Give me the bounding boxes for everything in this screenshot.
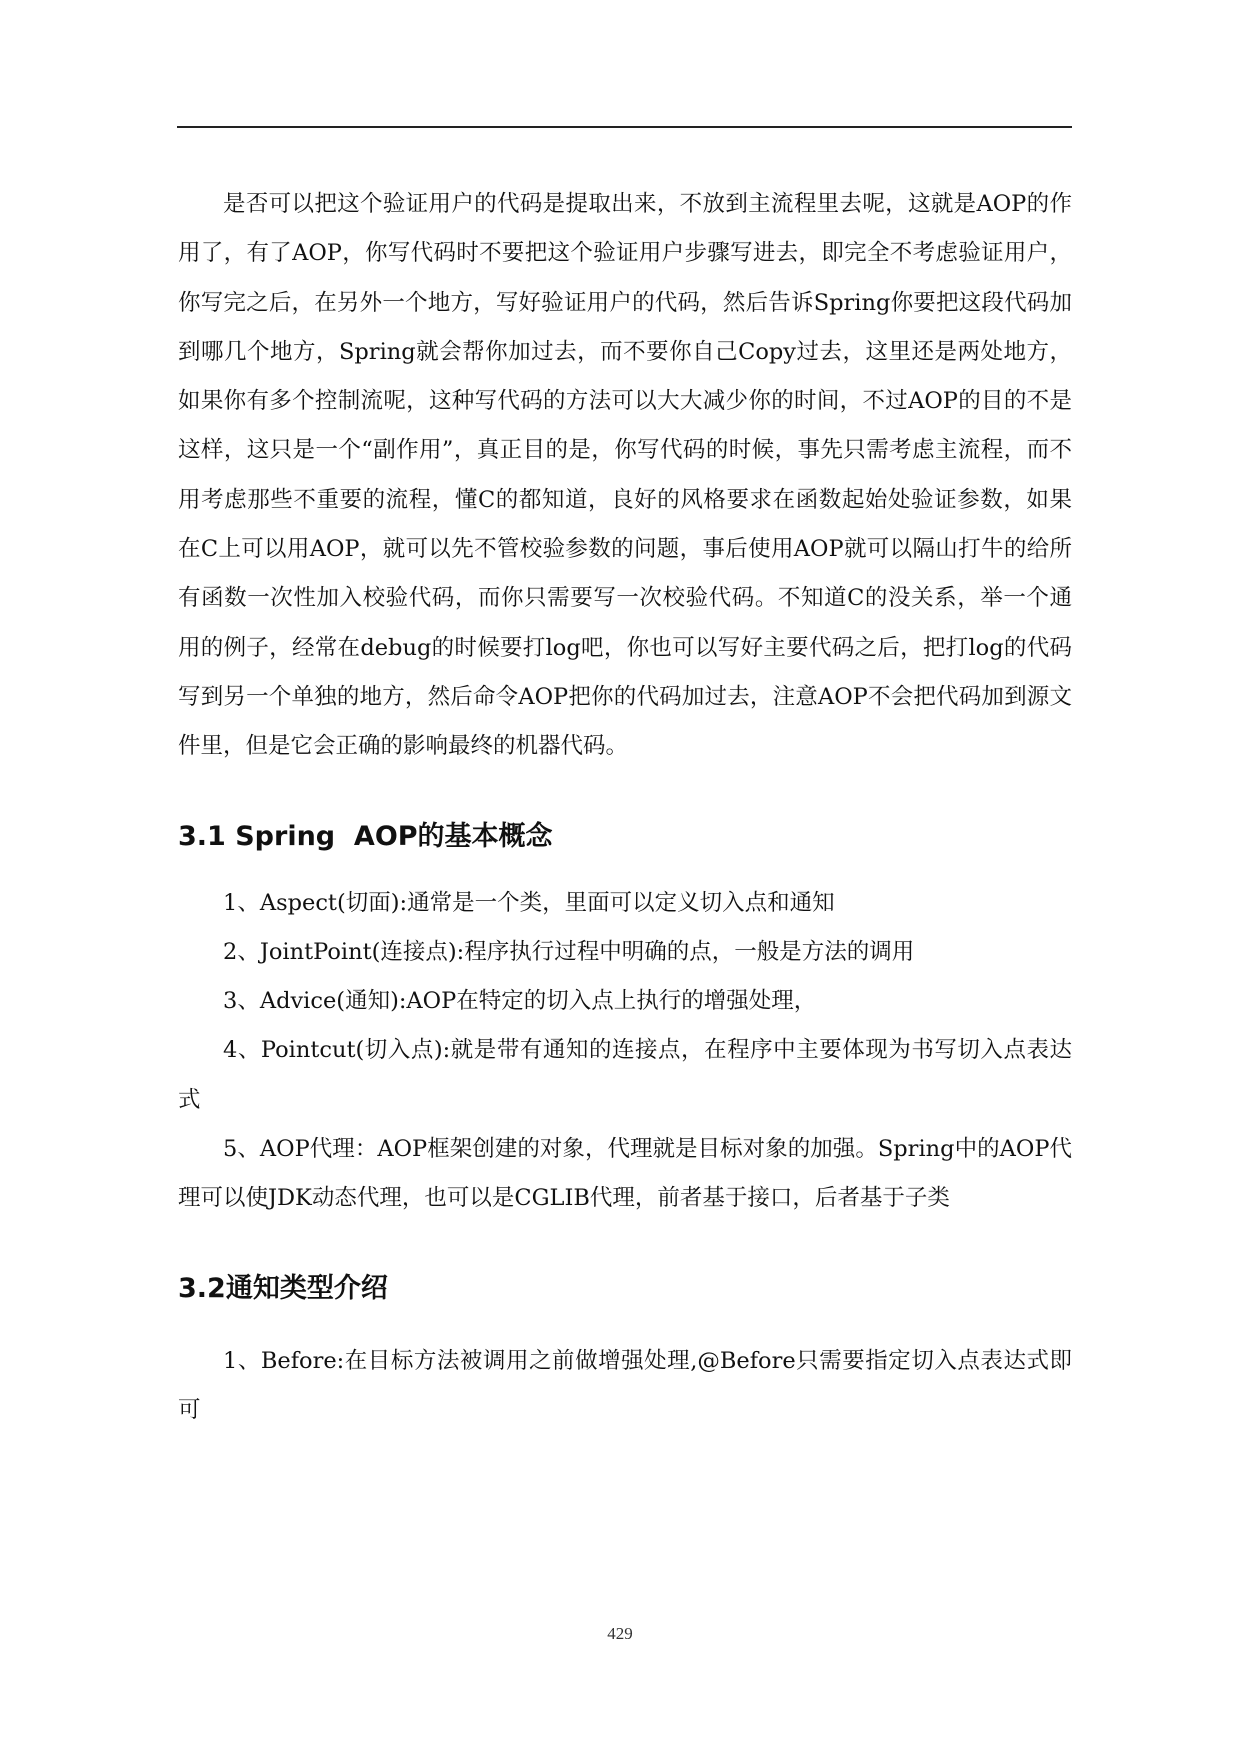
advice-type-item-before: 1、Before:在目标方法被调用之前做增强处理,@Before只需要指定切入点表达式即可	[178, 1347, 1072, 1423]
concept-item-pointcut: 4、Pointcut(切入点):就是带有通知的连接点，在程序中主要体现为书写切入点表达式	[178, 1037, 1072, 1113]
section-heading-3-2: 3.2通知类型介绍	[178, 1272, 388, 1304]
intro-paragraph: 是否可以把这个验证用户的代码是提取出来，不放到主流程里去呢，这就是AOP的作用了，有了AOP，你写代码时不要把这个验证用户步骤写进去，即完全不考虑验证用户，你写完之后，在另外一个地方，写好验证用户的代码，然后告诉Spring你要把这段代码加到哪几个地方，Spring就会帮你加过去，而不要你自己Copy过去，这里还是两处地方，如果你有多个控制流呢，这种写代码的方法可以大大减少你的时间，不过AOP的目的不是这样，这只是一个“副作用”，真正目的是，你写代码的时候，事先只需考虑主流程，而不用考虑那些不重要的流程，懂C的都知道，良好的风格要求在函数起始处验证参数，如果在C上可以用AOP，就可以先不管校验参数的问题，事后使用AOP就可以隔山打牛的给所有函数一次性加入校验代码，而你只需要写一次校验代码。不知道C的没关系，举一个通用的例子，经常在debug的时候要打log吧，你也可以写好主要代码之后，把打log的代码写到另一个单独的地方，然后命令AOP把你的代码加过去，注意AOP不会把代码加到源文件里，但是它会正确的影响最终的机器代码。	[178, 191, 1072, 760]
page-content	[178, 180, 1072, 1435]
section-heading-3-1: 3.1 Spring AOP的基本概念	[178, 820, 553, 852]
page-number: 429	[607, 1624, 633, 1643]
concept-item-aop-proxy: 5、AOP代理：AOP框架创建的对象，代理就是目标对象的加强。Spring中的AOP代理可以使JDK动态代理，也可以是CGLIB代理，前者基于接口，后者基于子类	[178, 1136, 1072, 1212]
concept-item-jointpoint: 2、JointPoint(连接点):程序执行过程中明确的点，一般是方法的调用	[223, 938, 915, 965]
concept-item-advice: 3、Advice(通知):AOP在特定的切入点上执行的增强处理，	[223, 988, 817, 1015]
concept-item-aspect: 1、Aspect(切面):通常是一个类，里面可以定义切入点和通知	[223, 889, 835, 916]
header-rule	[177, 126, 1072, 128]
